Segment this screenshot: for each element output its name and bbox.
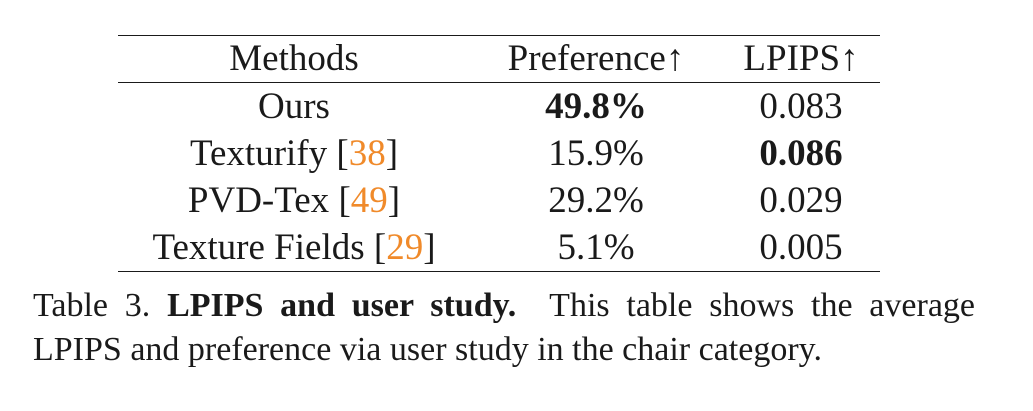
citation-link[interactable]: 49 — [350, 180, 388, 221]
lpips-cell: 0.083 — [759, 86, 843, 127]
caption-text: This table shows the average LPIPS and preference via user study in the chair category. — [33, 287, 975, 368]
table-header-row — [118, 36, 880, 82]
method-name: Texturify — [189, 133, 328, 174]
caption-label: Table 3. — [33, 287, 151, 324]
method-cell — [118, 130, 470, 177]
table-row — [118, 130, 880, 177]
lpips-cell: 0.086 — [759, 133, 843, 174]
header-preference: Preference↑ — [507, 38, 685, 79]
citation-link[interactable]: 38 — [348, 133, 386, 174]
citation-bracket-close: ] — [385, 133, 399, 174]
bottom-rule — [118, 271, 880, 272]
method-cell — [118, 83, 470, 130]
method-name: Texture Fields — [152, 227, 365, 268]
lpips-cell: 0.029 — [759, 180, 843, 221]
results-table — [118, 35, 880, 272]
citation-bracket-open: [ — [336, 133, 349, 174]
method-cell — [118, 224, 470, 271]
table-row — [118, 83, 880, 130]
citation-bracket-close: ] — [423, 227, 436, 268]
header-lpips: LPIPS↑ — [743, 38, 859, 79]
citation-bracket-open: [ — [373, 227, 387, 268]
preference-cell: 49.8% — [545, 86, 647, 127]
table-caption — [33, 284, 975, 372]
citation-bracket-close: ] — [387, 180, 401, 221]
citation-link[interactable]: 29 — [386, 227, 424, 268]
citation-bracket-open: [ — [338, 180, 351, 221]
preference-cell: 29.2% — [548, 180, 644, 221]
header-methods: Methods — [229, 38, 359, 79]
table-row — [118, 224, 880, 271]
lpips-cell: 0.005 — [759, 227, 843, 268]
preference-cell: 5.1% — [557, 227, 635, 268]
method-name: PVD-Tex — [187, 180, 330, 221]
caption-title: LPIPS and user study. — [167, 287, 517, 324]
method-cell — [118, 177, 470, 224]
method-name: Ours — [258, 86, 330, 127]
preference-cell: 15.9% — [548, 133, 644, 174]
table-row — [118, 177, 880, 224]
